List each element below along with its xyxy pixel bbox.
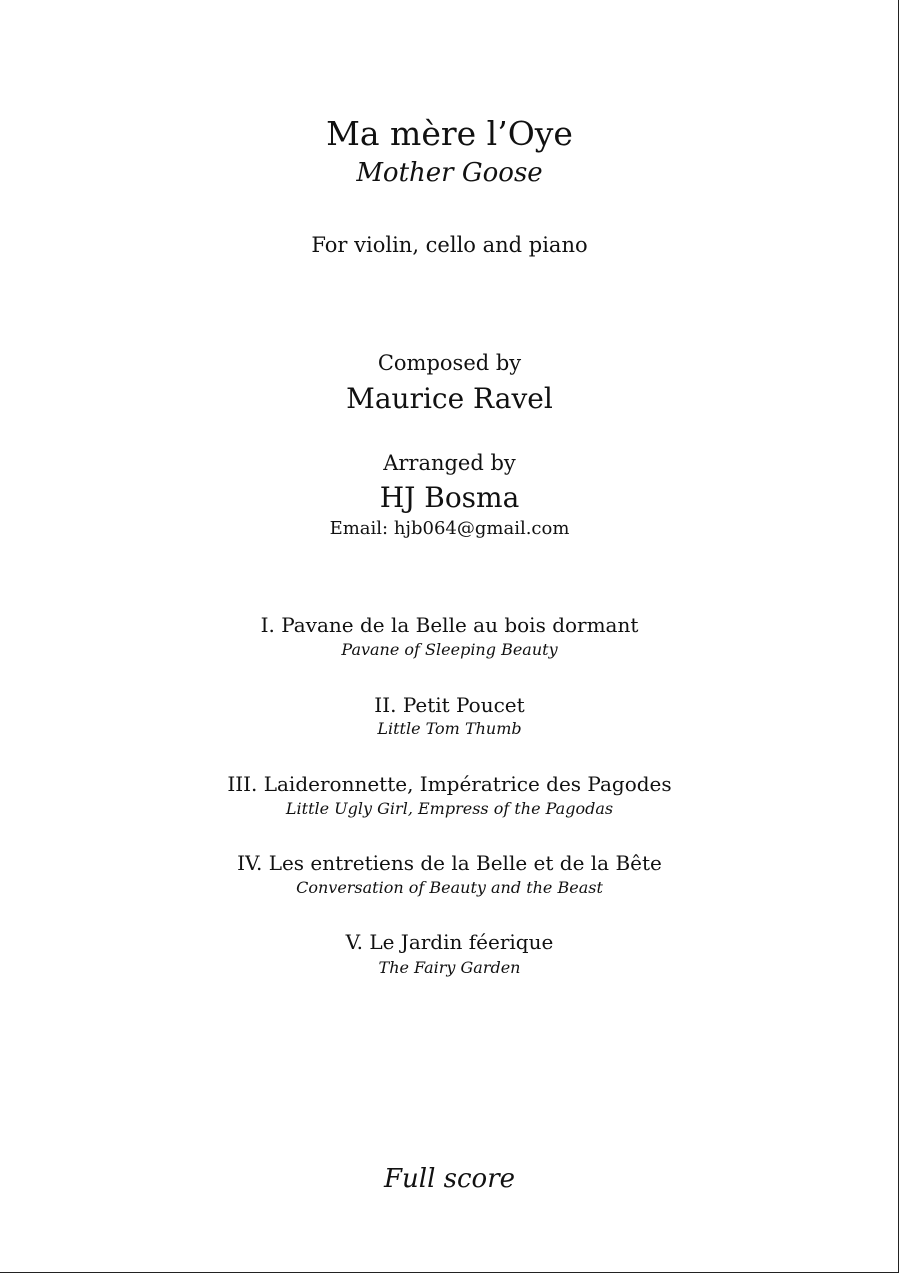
movement-title: I. Pavane de la Belle au bois dormant xyxy=(260,613,639,637)
arranged-by-label: Arranged by xyxy=(383,451,516,475)
composed-by-label: Composed by xyxy=(377,351,522,375)
composer-name: Maurice Ravel xyxy=(346,382,553,415)
arranger-name: HJ Bosma xyxy=(379,481,520,514)
movement-translation: Little Ugly Girl, Empress of the Pagodas xyxy=(285,799,614,818)
movement-translation: Pavane of Sleeping Beauty xyxy=(341,640,558,659)
page-title: Ma mère l’Oye xyxy=(326,114,573,153)
movement-title: III. Laideronnette, Impératrice des Pagodes xyxy=(227,772,672,796)
movement-title: V. Le Jardin féerique xyxy=(345,930,554,954)
movement-translation: Little Tom Thumb xyxy=(377,719,522,738)
movement-translation: Conversation of Beauty and the Beast xyxy=(296,878,603,897)
full-score-label: Full score xyxy=(383,1164,516,1194)
movement-title: IV. Les entretiens de la Belle et de la Bête xyxy=(237,851,662,875)
page-subtitle: Mother Goose xyxy=(356,158,543,188)
movement-title: II. Petit Poucet xyxy=(374,693,525,717)
movement-translation: The Fairy Garden xyxy=(378,958,521,977)
instrumentation: For violin, cello and piano xyxy=(311,233,588,257)
arranger-email: Email: hjb064@gmail.com xyxy=(329,518,570,539)
